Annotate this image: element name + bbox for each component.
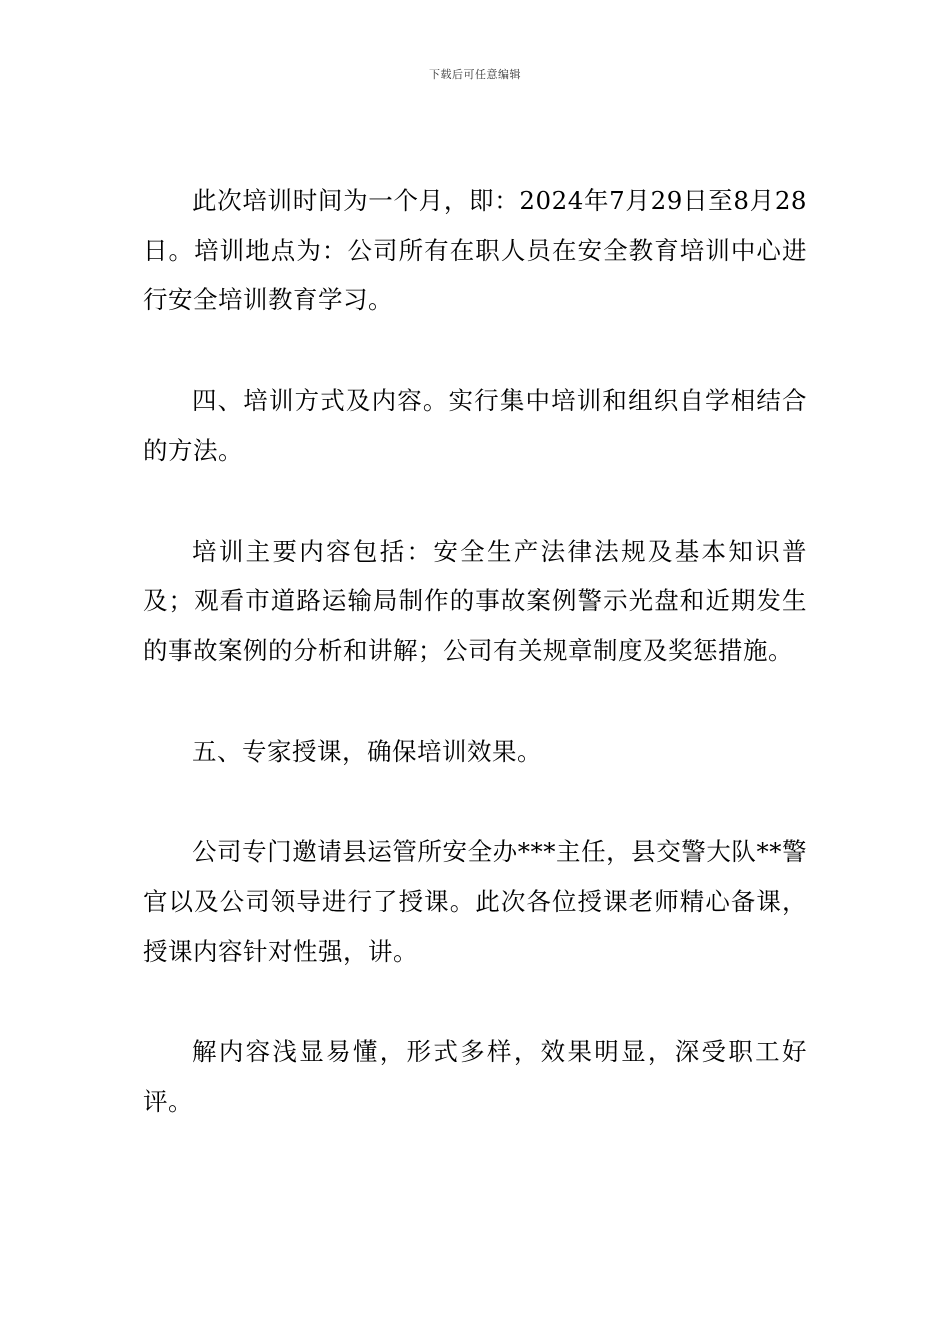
- paragraph-spacer: [143, 476, 807, 527]
- document-body: [143, 176, 807, 1127]
- paragraph-spacer: [143, 776, 807, 827]
- paragraph-lecturers: 公司专门邀请县运管所安全办***主任，县交警大队**警官以及公司领导进行了授课。此次各位授课老师精心备课，授课内容针对性强，讲。: [143, 837, 807, 966]
- paragraph-feedback: 解内容浅显易懂，形式多样，效果明显，深受职工好评。: [143, 1037, 807, 1117]
- paragraph-spacer: [143, 976, 807, 1027]
- paragraph-spacer: [143, 325, 807, 376]
- paragraph-training-content: 培训主要内容包括：安全生产法律法规及基本知识普及；观看市道路运输局制作的事故案例警示光盘和近期发生的事故案例的分析和讲解；公司有关规章制度及奖惩措施。: [143, 536, 807, 665]
- paragraph-section-four: 四、培训方式及内容。实行集中培训和组织自学相结合的方法。: [143, 386, 807, 465]
- paragraph-spacer: [143, 676, 807, 727]
- paragraph-training-time: 此次培训时间为一个月，即：2024年7月29日至8月28日。培训地点为：公司所有在职人员在安全教育培训中心进行安全培训教育学习。: [143, 186, 807, 315]
- paragraph-section-five: 五、专家授课，确保培训效果。: [192, 736, 542, 766]
- page-header: 下载后可任意编辑: [429, 68, 521, 81]
